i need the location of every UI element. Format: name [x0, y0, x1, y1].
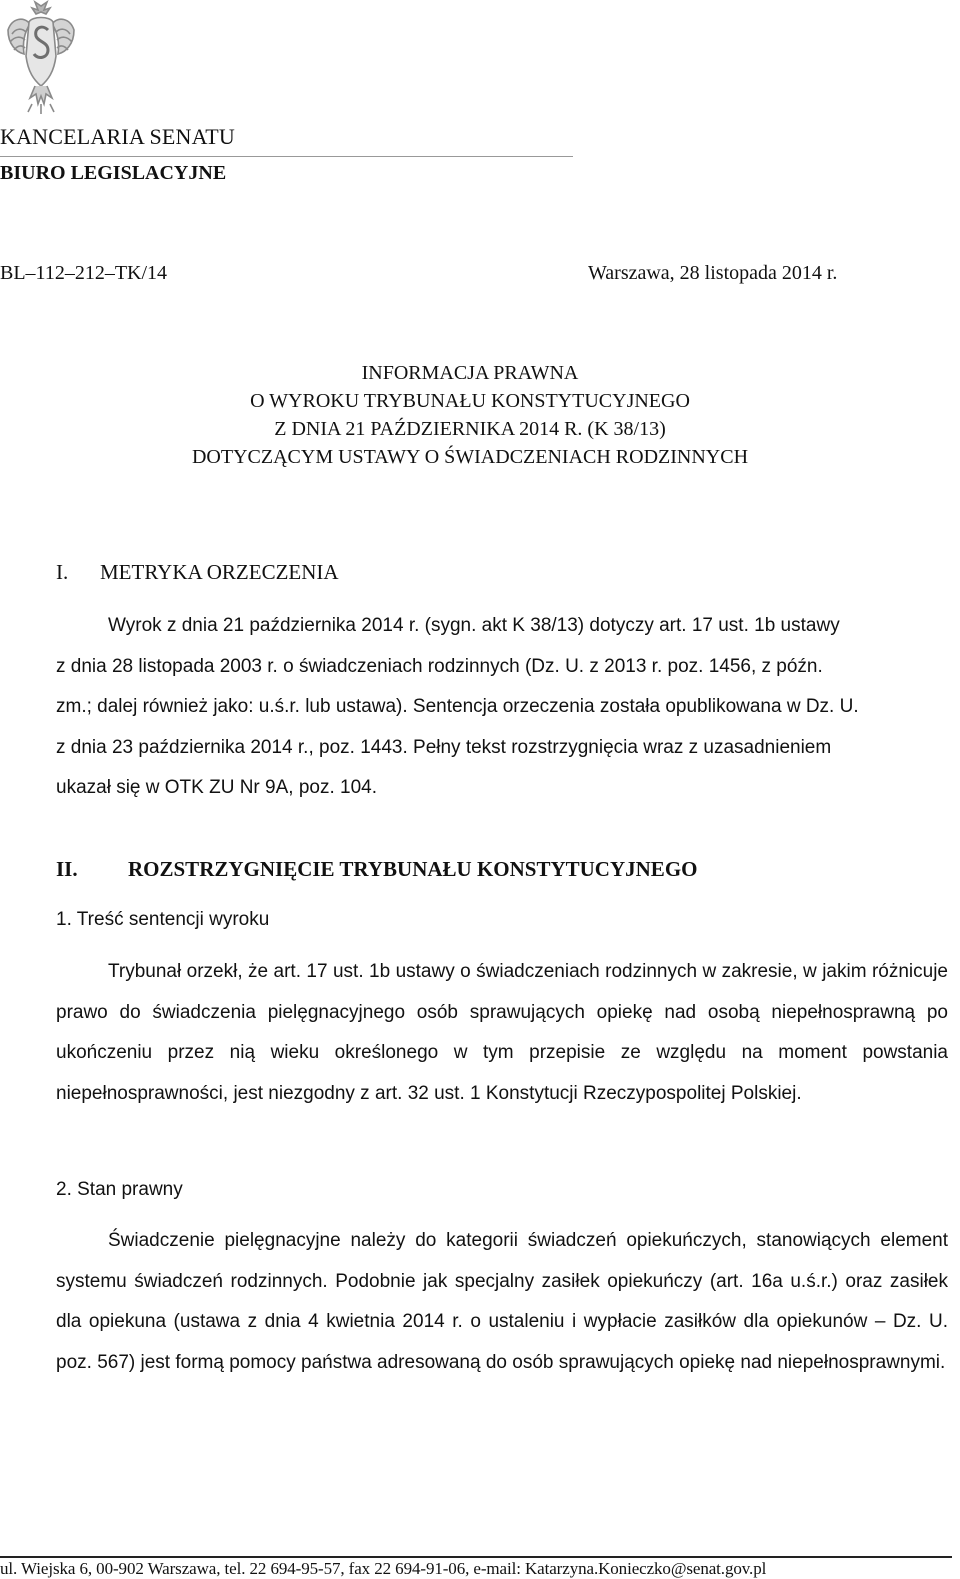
senate-emblem-icon — [2, 0, 80, 116]
metryka-paragraph — [56, 606, 948, 809]
section-1-number: I. — [56, 560, 69, 584]
office-name: KANCELARIA SENATU — [0, 124, 236, 149]
stan-prawny-text: Świadczenie pielęgnacyjne należy do kategorii świadczeń opiekuńczych, stanowiących element systemu świadczeń rodzinnych. Podobnie jak specjalny zasiłek opiekuńczy (art. 16a u.ś.r.) oraz zasiłek dla opiekuna (ustawa z dnia 4 kwietnia 2014 r. o ustaleniu i wypłacie zasiłków dla opiekunów – Dz. U. poz. 567) jest formą pomocy państwa adresowaną do osób sprawujących opiekę nad niepełnosprawnymi. — [56, 1230, 948, 1373]
section-2-title: ROZSTRZYGNIĘCIE TRYBUNAŁU KONSTYTUCYJNEGO — [128, 857, 698, 881]
section-1-title: METRYKA ORZECZENIA — [100, 560, 339, 584]
metryka-line-4: z dnia 23 października 2014 r., poz. 1443. Pełny tekst rozstrzygnięcia wraz z uzasadnieniem — [56, 736, 832, 758]
doc-title-line-3: Z DNIA 21 PAŹDZIERNIKA 2014 R. (K 38/13) — [274, 418, 666, 440]
doc-title-line-4: DOTYCZĄCYM USTAWY O ŚWIADCZENIACH RODZINNYCH — [191, 446, 749, 468]
subheading-sentencja: 1. Treść sentencji wyroku — [56, 909, 270, 930]
sentencja-paragraph — [56, 952, 948, 1114]
bureau-name: BIURO LEGISLACYJNE — [0, 162, 227, 184]
sentencja-text: Trybunał orzekł, że art. 17 ust. 1b ustawy o świadczeniach rodzinnych w zakresie, w jakim różnicuje prawo do świadczenia pielęgnacyjnego osób sprawujących opiekę nad osobą niepełnosprawną po ukończeniu przez nią wieku określonego w tym przepisie ze względu na moment powstania niepełnosprawności, jest niezgodny z art. 32 ust. 1 Konstytucji Rzeczypospolitej Polskiej. — [56, 961, 948, 1104]
place-and-date: Warszawa, 28 listopada 2014 r. — [588, 262, 838, 284]
doc-title-line-2: O WYROKU TRYBUNAŁU KONSTYTUCYJNEGO — [250, 390, 690, 412]
subheading-stan-prawny: 2. Stan prawny — [56, 1179, 183, 1200]
stan-prawny-paragraph — [56, 1221, 948, 1383]
footer-contact: ul. Wiejska 6, 00-902 Warszawa, tel. 22 694-95-57, fax 22 694-91-06, e-mail: Katarzyna.Konieczko@senat.gov.pl — [0, 1559, 767, 1578]
metryka-line-3: zm.; dalej również jako: u.ś.r. lub ustawa). Sentencja orzeczenia została opublikowana w Dz. U. — [56, 696, 859, 717]
metryka-line-1: Wyrok z dnia 21 października 2014 r. (sygn. akt K 38/13) dotyczy art. 17 ust. 1b ustawy — [108, 615, 840, 636]
section-2-number: II. — [56, 857, 78, 881]
footer-divider — [0, 1556, 952, 1558]
metryka-line-5: ukazał się w OTK ZU Nr 9A, poz. 104. — [56, 777, 378, 798]
document-reference: BL–112–212–TK/14 — [0, 262, 168, 284]
metryka-line-2: z dnia 28 listopada 2003 r. o świadczeniach rodzinnych (Dz. U. z 2013 r. poz. 1456, z późn. — [56, 655, 823, 677]
doc-title-line-1: INFORMACJA PRAWNA — [361, 362, 579, 384]
header-divider — [0, 156, 573, 157]
